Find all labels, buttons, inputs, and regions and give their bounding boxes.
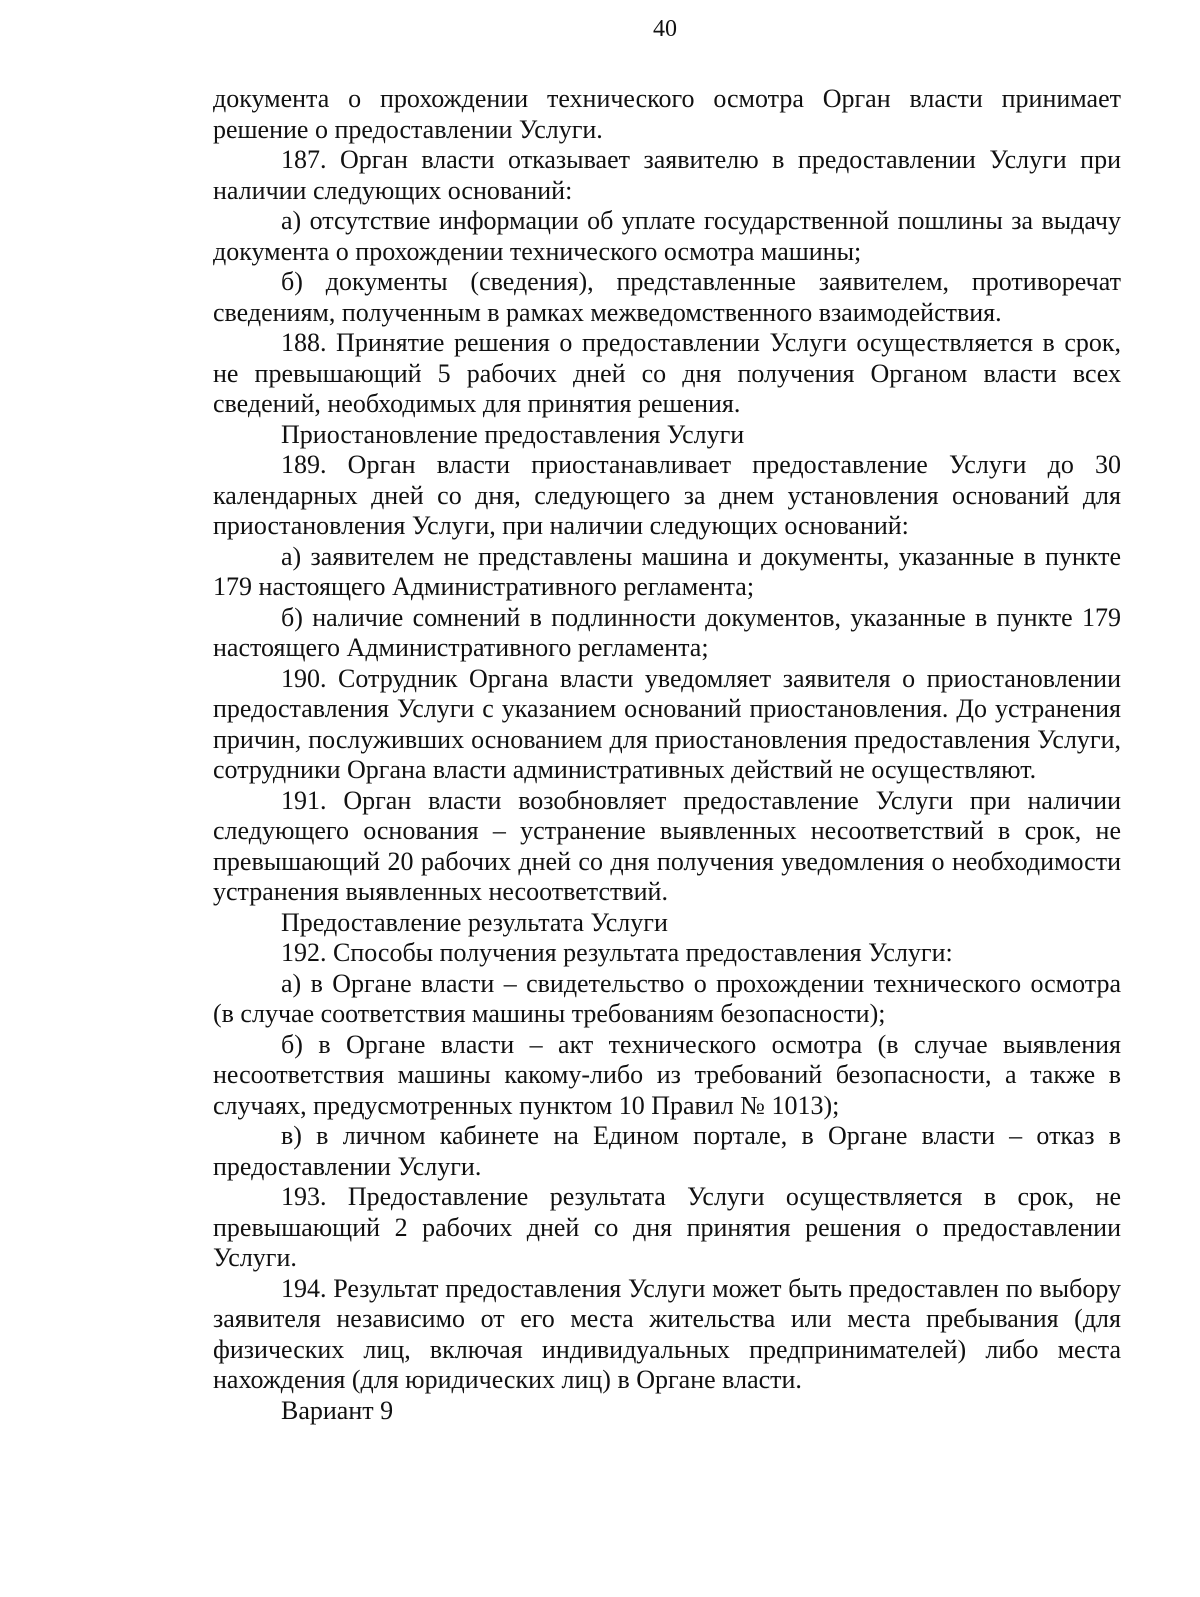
paragraph-189-a: а) заявителем не представлены машина и документы, указанные в пункте 179 настоящего Административного регламента; bbox=[213, 541, 1121, 601]
paragraph-194: 194. Результат предоставления Услуги может быть предоставлен по выбору заявителя независимо от его места жительства или места пребывания (для физических лиц, включая индивидуальных предпринимателей) либо места нахождения (для юридических лиц) в Органе власти. bbox=[213, 1273, 1121, 1394]
paragraph-continuation: документа о прохождении технического осмотра Орган власти принимает решение о предоставлении Услуги. bbox=[213, 84, 1121, 144]
paragraph-187: 187. Орган власти отказывает заявителю в предоставлении Услуги при наличии следующих оснований: bbox=[213, 145, 1121, 205]
paragraph-190: 190. Сотрудник Органа власти уведомляет заявителя о приостановлении предоставления Услуги с указанием оснований приостановления. До устранения причин, послуживших основанием для приостановления предоставления Услуги, сотрудники Органа власти административных действий не осуществляют. bbox=[213, 663, 1121, 784]
document-body bbox=[213, 84, 1121, 1426]
page-number: 40 bbox=[653, 16, 677, 42]
paragraph-192: 192. Способы получения результата предоставления Услуги: bbox=[281, 938, 953, 967]
paragraph-187-a: а) отсутствие информации об уплате государственной пошлины за выдачу документа о прохождении технического осмотра машины; bbox=[213, 206, 1121, 266]
paragraph-191: 191. Орган власти возобновляет предоставление Услуги при наличии следующего основания – устранение выявленных несоответствий в срок, не превышающий 20 рабочих дней со дня получения уведомления о необходимости устранения выявленных несоответствий. bbox=[213, 785, 1121, 906]
paragraph-189: 189. Орган власти приостанавливает предоставление Услуги до 30 календарных дней со дня, следующего за днем установления оснований для приостановления Услуги, при наличии следующих оснований: bbox=[213, 450, 1121, 540]
paragraph-189-b: б) наличие сомнений в подлинности документов, указанные в пункте 179 настоящего Административного регламента; bbox=[213, 602, 1121, 662]
paragraph-188: 188. Принятие решения о предоставлении Услуги осуществляется в срок, не превышающий 5 рабочих дней со дня получения Органом власти всех сведений, необходимых для принятия решения. bbox=[213, 328, 1121, 418]
section-heading-suspension: Приостановление предоставления Услуги bbox=[281, 419, 745, 449]
section-heading-variant-9: Вариант 9 bbox=[281, 1395, 394, 1425]
section-heading-result: Предоставление результата Услуги bbox=[281, 907, 668, 937]
paragraph-192-v: в) в личном кабинете на Едином портале, в Органе власти – отказ в предоставлении Услуги. bbox=[213, 1121, 1121, 1181]
paragraph-192-b: б) в Органе власти – акт технического осмотра (в случае выявления несоответствия машины какому-либо из требований безопасности, а также в случаях, предусмотренных пунктом 10 Правил № 1013); bbox=[213, 1029, 1121, 1120]
paragraph-193: 193. Предоставление результата Услуги осуществляется в срок, не превышающий 2 рабочих дней со дня принятия решения о предоставлении Услуги. bbox=[213, 1182, 1121, 1272]
paragraph-187-b: б) документы (сведения), представленные заявителем, противоречат сведениям, полученным в рамках межведомственного взаимодействия. bbox=[213, 267, 1121, 327]
paragraph-192-a: а) в Органе власти – свидетельство о прохождении технического осмотра (в случае соответствия машины требованиям безопасности); bbox=[213, 968, 1121, 1028]
